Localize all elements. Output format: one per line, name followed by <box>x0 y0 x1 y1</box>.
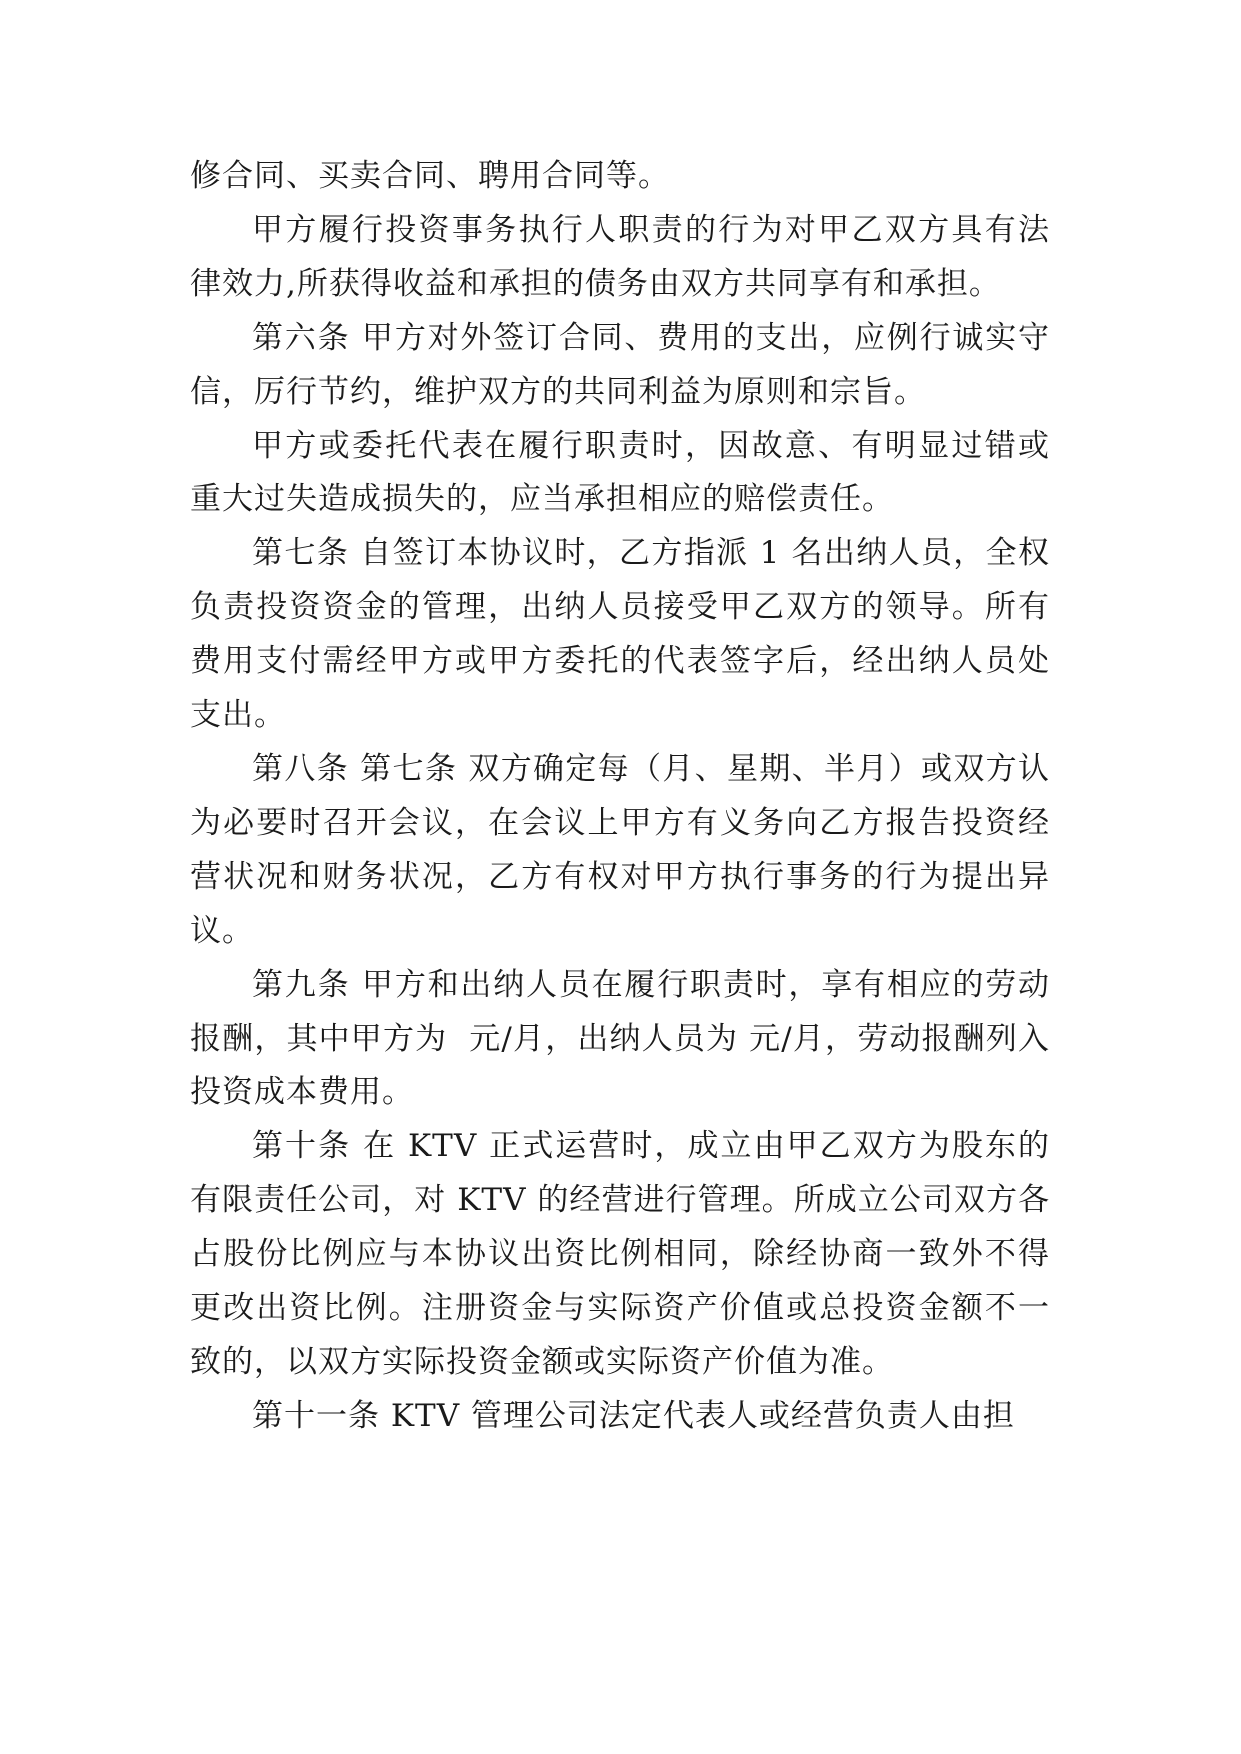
paragraph-article-10: 第十条 在 KTV 正式运营时，成立由甲乙双方为股东的有限责任公司，对 KTV 的经营进行管理。所成立公司双方各占股份比例应与本协议出资比例相同，除经协商一致外不得更改出资比例。注册资金与实际资产价值或总投资金额不一致的，以双方实际投资金额或实际资产价值为准。 <box>190 1128 1050 1380</box>
paragraph-executor-effect: 甲方履行投资事务执行人职责的行为对甲乙双方具有法律效力,所获得收益和承担的债务由双方共同享有和承担。 <box>190 211 1050 302</box>
paragraph-liability: 甲方或委托代表在履行职责时，因故意、有明显过错或重大过失造成损失的，应当承担相应的赔偿责任。 <box>190 427 1050 518</box>
paragraph-article-7: 第七条 自签订本协议时，乙方指派 1 名出纳人员，全权负责投资资金的管理，出纳人员接受甲乙双方的领导。所有费用支付需经甲方或甲方委托的代表签字后，经出纳人员处支出。 <box>190 535 1050 734</box>
paragraph-article-11: 第十一条 KTV 管理公司法定代表人或经营负责人由担 <box>252 1397 1015 1434</box>
paragraph-article-8: 第八条 第七条 双方确定每（月、星期、半月）或双方认为必要时召开会议，在会议上甲方有义务向乙方报告投资经营状况和财务状况，乙方有权对甲方执行事务的行为提出异议。 <box>190 750 1050 949</box>
document-body <box>190 150 1050 1444</box>
paragraph-article-6: 第六条 甲方对外签订合同、费用的支出，应例行诚实守信，厉行节约，维护双方的共同利益为原则和宗旨。 <box>190 319 1050 410</box>
paragraph-article-9: 第九条 甲方和出纳人员在履行职责时，享有相应的劳动报酬，其中甲方为 元/月，出纳人员为 元/月，劳动报酬列入投资成本费用。 <box>190 966 1050 1111</box>
paragraph-continuation: 修合同、买卖合同、聘用合同等。 <box>190 158 670 194</box>
